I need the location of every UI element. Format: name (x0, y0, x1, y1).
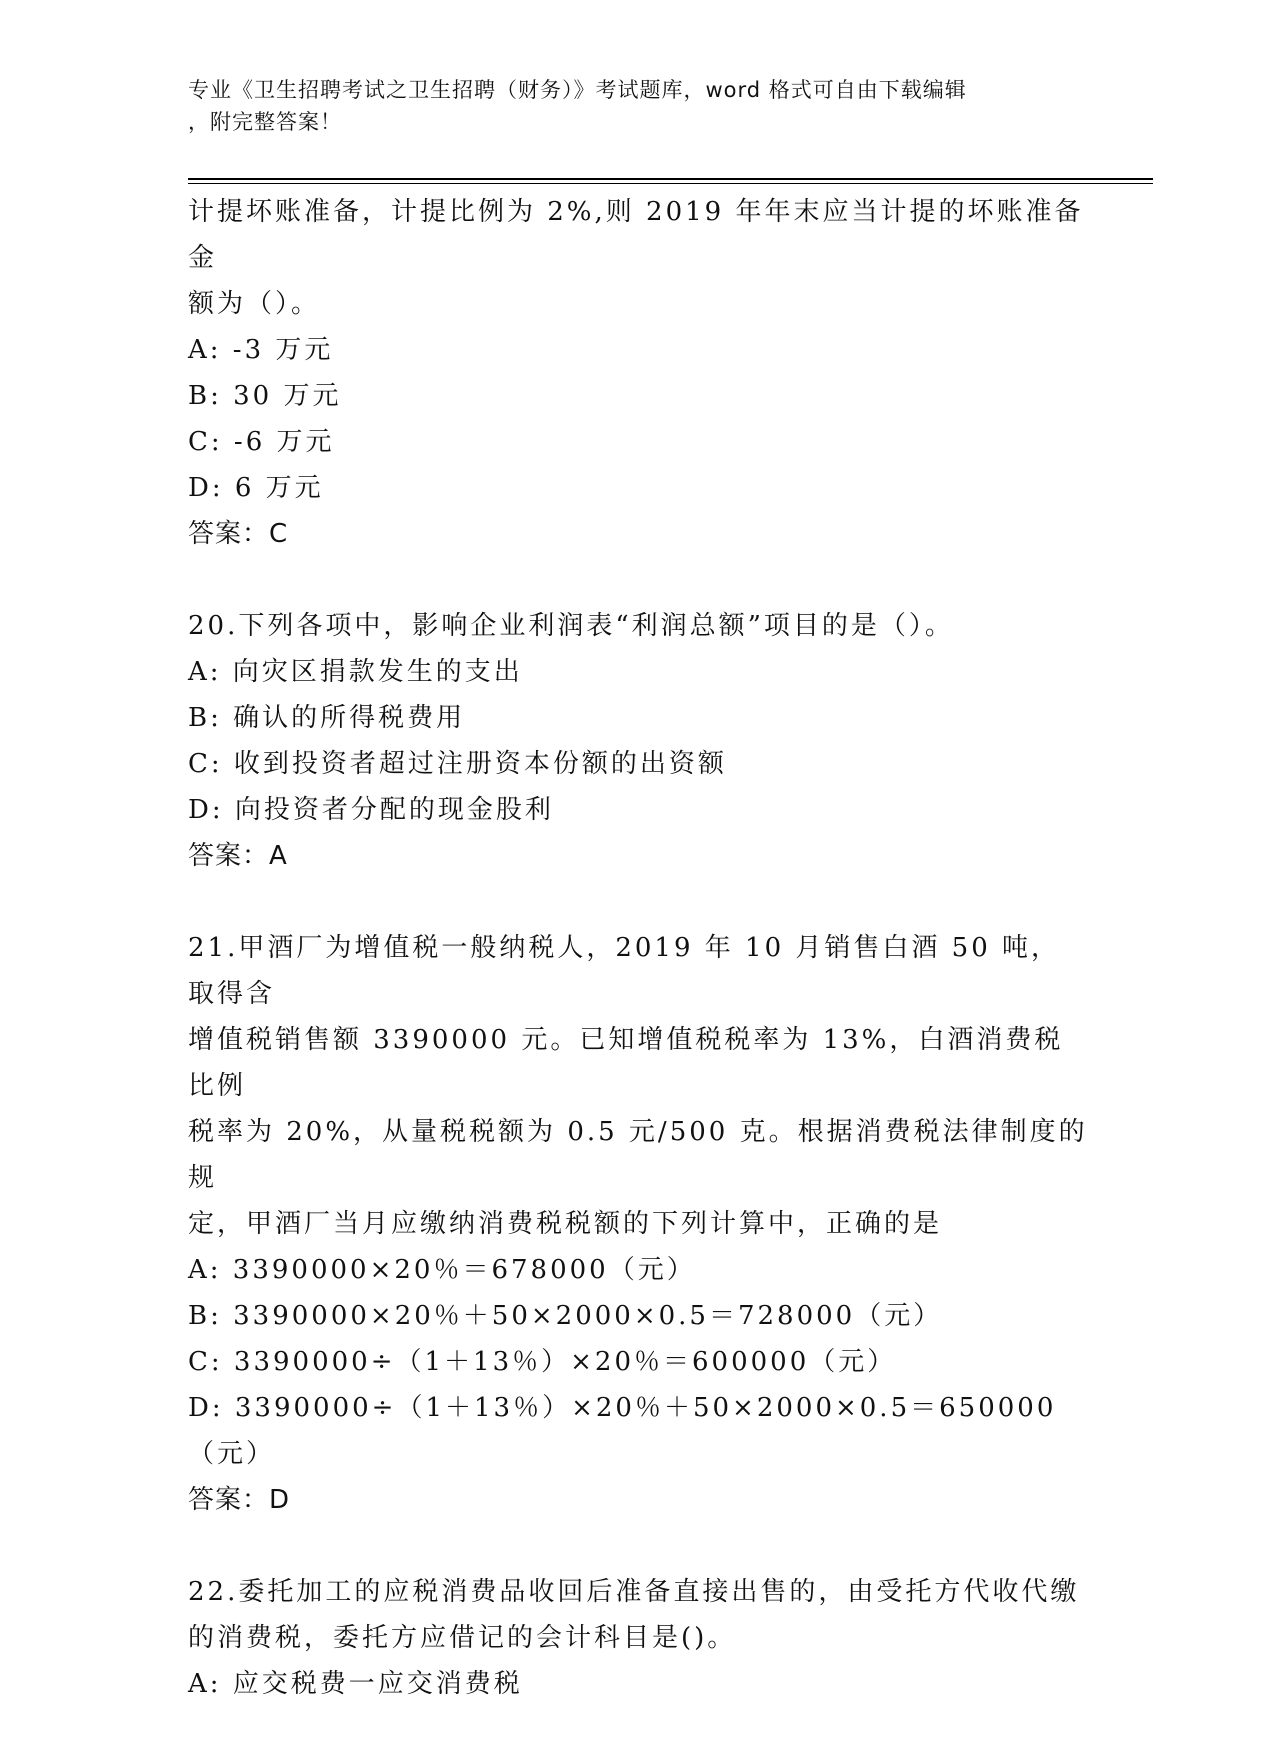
header-line-1: 专业《卫生招聘考试之卫生招聘（财务）》考试题库，word 格式可自由下载编辑 (188, 78, 967, 102)
header-line-2: ，附完整答案！ (188, 110, 342, 134)
answer-line: 答案：D (188, 1485, 291, 1515)
document-body (188, 189, 1088, 1753)
option-d: D: 6 万元 (188, 473, 324, 503)
option-b: B: 3390000×20％＋50×2000×0.5＝728000（元） (188, 1301, 943, 1331)
question-stem-line: 计提坏账准备，计提比例为 2%,则 2019 年年末应当计提的坏账准备金 (188, 197, 1084, 273)
option-b: B: 30 万元 (188, 381, 342, 411)
option-d: D: 向投资者分配的现金股利 (188, 795, 554, 825)
option-a: A: -3 万元 (188, 335, 334, 365)
question-stem-line: 税率为 20%，从量税税额为 0.5 元/500 克。根据消费税法律制度的规 (188, 1117, 1088, 1193)
question-stem-line: 额为（）。 (188, 289, 321, 319)
question-stem-line: 定，甲酒厂当月应缴纳消费税税额的下列计算中，正确的是 (188, 1209, 943, 1239)
question-21 (188, 925, 1088, 1523)
option-a: A: 应交税费一应交消费税 (188, 1669, 523, 1699)
answer-line: 答案：C (188, 519, 289, 549)
question-stem-line: 21.甲酒厂为增值税一般纳税人，2019 年 10 月销售白酒 50 吨，取得含 (188, 933, 1061, 1009)
question-22 (188, 1569, 1088, 1707)
question-19-continued (188, 189, 1088, 557)
option-c: C: 收到投资者超过注册资本份额的出资额 (188, 749, 727, 779)
option-b: B: 确认的所得税费用 (188, 703, 466, 733)
question-20 (188, 603, 1088, 879)
option-c: C: 3390000÷（1＋13％）×20％＝600000（元） (188, 1347, 897, 1377)
option-a: A: 3390000×20％＝678000（元） (188, 1255, 696, 1285)
answer-line: 答案：A (188, 841, 288, 871)
question-stem-line: 增值税销售额 3390000 元。已知增值税税率为 13%，白酒消费税比例 (188, 1025, 1064, 1101)
option-a: A: 向灾区捐款发生的支出 (188, 657, 523, 687)
option-d: D: 3390000÷（1＋13％）×20％＋50×2000×0.5＝650000（元） (188, 1393, 1057, 1469)
question-stem-line: 20.下列各项中，影响企业利润表“利润总额”项目的是（）。 (188, 611, 954, 641)
page-header (188, 74, 1088, 138)
header-rule-thin (188, 183, 1153, 184)
question-stem-line: 的消费税，委托方应借记的会计科目是()。 (188, 1623, 737, 1653)
header-rule-thick (188, 178, 1153, 180)
question-stem-line: 22.委托加工的应税消费品收回后准备直接出售的，由受托方代收代缴 (188, 1577, 1080, 1607)
option-c: C: -6 万元 (188, 427, 335, 457)
